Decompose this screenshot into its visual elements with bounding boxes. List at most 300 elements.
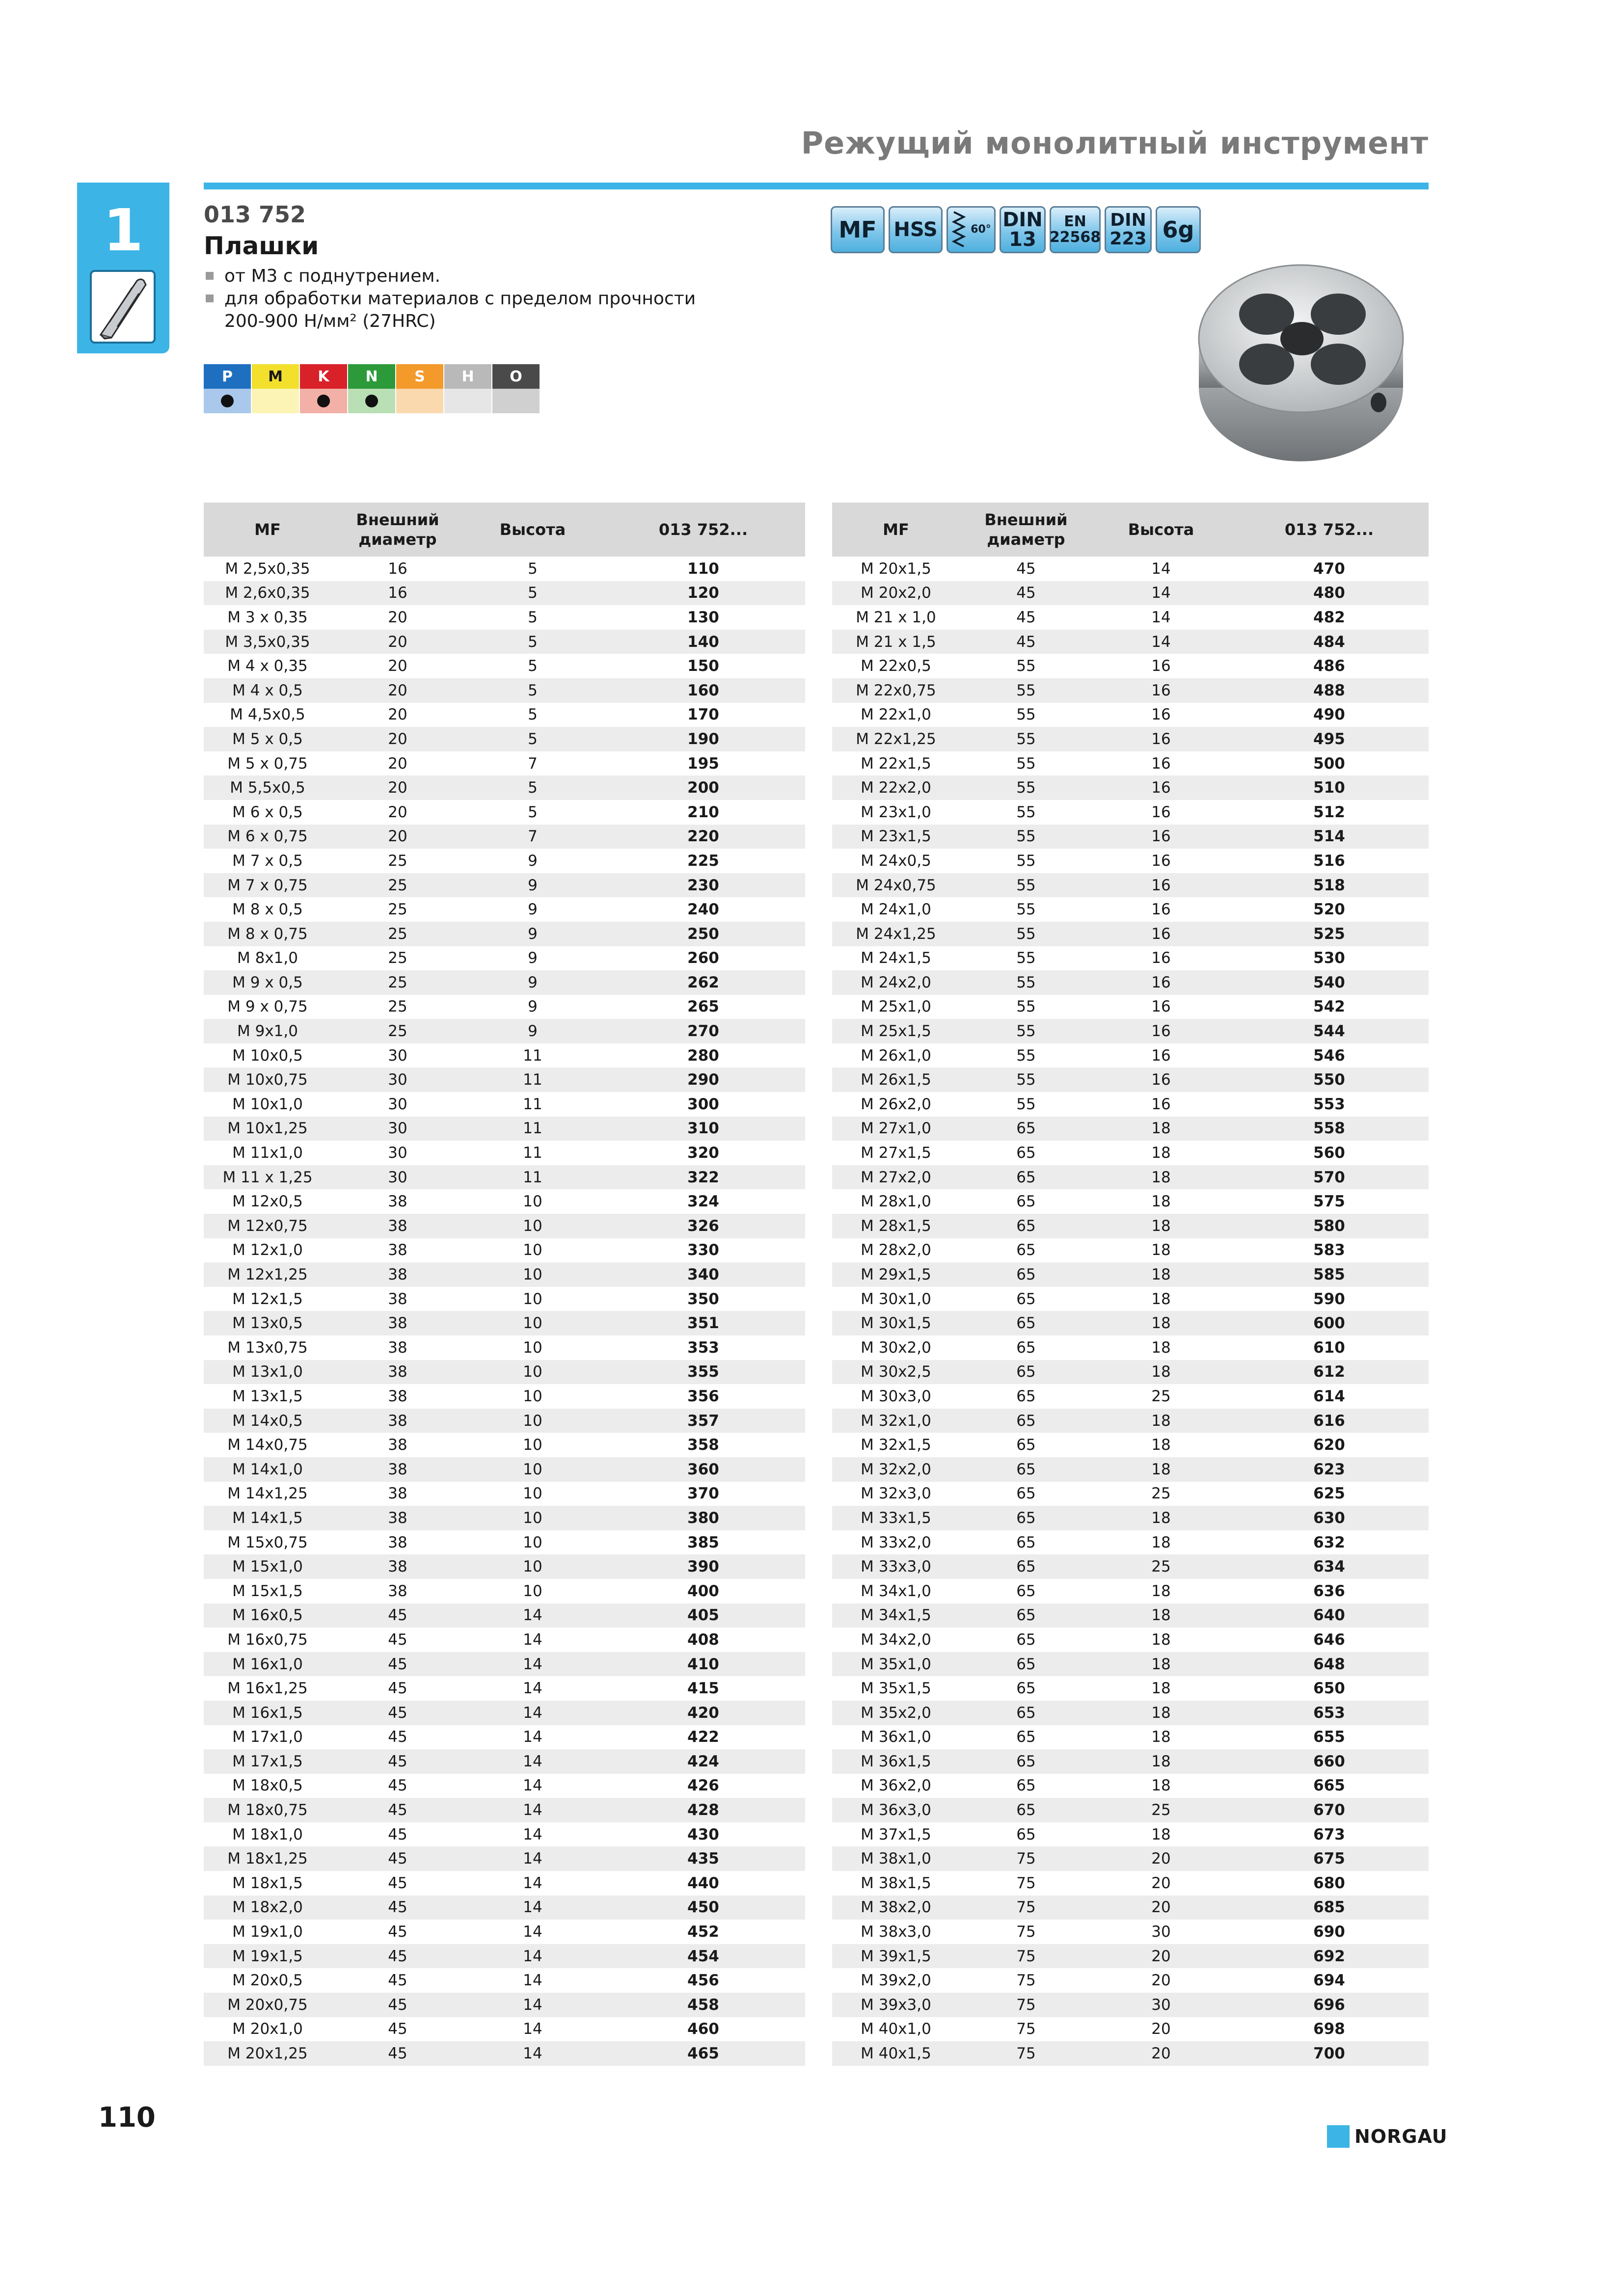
height-cell: 9 [464,970,601,995]
table-row[interactable] [832,1993,1429,2017]
article-suffix-cell: 690 [1313,1923,1345,1941]
outer-diameter-cell: 55 [960,825,1092,849]
article-suffix-cell: 685 [1230,1896,1429,1920]
thread-size-cell: M 9 x 0,5 [204,970,331,995]
outer-diameter-cell: 16 [331,581,464,606]
article-suffix-cell: 415 [687,1680,719,1698]
table-row[interactable] [832,2017,1429,2042]
thread-size-cell: M 26x1,0 [861,1046,931,1065]
applicable-dot-icon [317,395,330,407]
table-row[interactable] [204,581,805,606]
height-cell: 9 [528,949,538,967]
table-row[interactable] [204,1262,805,1287]
table-row[interactable] [832,1530,1429,1555]
height-cell: 16 [1151,754,1171,773]
table-row[interactable] [832,1214,1429,1238]
applicable-dot-icon [221,395,234,407]
height-cell: 14 [464,1652,601,1677]
article-suffix-cell: 220 [601,825,805,849]
table-row[interactable] [204,2017,805,2042]
height-cell: 18 [1151,1436,1171,1454]
thread-size-cell: M 23x1,5 [832,825,960,849]
outer-diameter-cell: 25 [388,998,407,1016]
height-cell: 14 [1151,608,1171,626]
table-row[interactable] [832,1092,1429,1117]
chapter-tab[interactable] [77,183,169,353]
height-cell: 25 [1151,1387,1171,1405]
table-row[interactable] [832,1433,1429,1457]
outer-diameter-cell: 38 [331,1554,464,1579]
article-suffix-cell: 195 [687,754,719,773]
table-row[interactable] [204,1603,805,1628]
table-row[interactable] [204,654,805,678]
outer-diameter-cell: 55 [960,678,1092,703]
thread-size-cell: M 19x1,5 [204,1944,331,1969]
height-cell: 20 [1092,1944,1230,1969]
height-cell: 10 [523,1436,542,1454]
height-cell: 5 [464,581,601,606]
article-suffix-cell: 634 [1230,1554,1429,1579]
height-cell: 10 [464,1457,601,1482]
col-header-outer-diameter[interactable]: Внешний диаметр [331,503,464,557]
col-header-height[interactable]: Высота [1092,503,1230,557]
table-row[interactable] [832,1506,1429,1530]
table-row[interactable] [204,1409,805,1433]
table-row[interactable] [832,1749,1429,1774]
thread-size-cell: M 8x1,0 [237,949,298,967]
table-row[interactable] [832,703,1429,727]
article-suffix-cell: 665 [1313,1777,1345,1795]
thread-size-cell: M 8 x 0,5 [232,901,303,919]
table-row[interactable] [832,1457,1429,1482]
table-row[interactable] [832,1482,1429,1506]
outer-diameter-cell: 45 [388,1972,407,1990]
thread-size-cell: M 4,5x0,5 [230,706,305,724]
height-cell: 11 [464,1165,601,1190]
outer-diameter-cell: 55 [960,922,1092,946]
article-suffix-cell: 500 [1313,754,1345,773]
table-row[interactable] [204,1384,805,1409]
table-row[interactable] [204,1335,805,1360]
thread-size-cell: M 20x2,0 [832,581,960,606]
table-row[interactable] [204,1068,805,1092]
table-row[interactable] [832,1287,1429,1311]
outer-diameter-cell: 45 [388,1923,407,1941]
height-cell: 25 [1092,1798,1230,1822]
thread-size-cell: M 26x2,0 [861,1095,931,1113]
height-cell: 18 [1151,1825,1171,1843]
outer-diameter-cell: 65 [1016,1680,1036,1698]
outer-diameter-cell: 55 [1016,706,1036,724]
outer-diameter-cell: 20 [388,608,407,626]
table-row[interactable] [832,1968,1429,1993]
article-suffix-cell: 320 [687,1144,719,1162]
outer-diameter-cell: 38 [388,1193,407,1211]
en22568-badge: EN 22568 [1050,206,1101,253]
height-cell: 10 [523,1193,542,1211]
outer-diameter-cell: 25 [388,852,407,870]
table-row[interactable] [832,1068,1429,1092]
material-p: P [204,364,252,389]
height-cell: 16 [1092,727,1230,751]
table-row[interactable] [204,775,805,800]
col-header-article[interactable]: 013 752... [1230,503,1429,557]
table-row[interactable] [832,1019,1429,1043]
table-row[interactable] [204,1117,805,1141]
table-row[interactable] [832,922,1429,946]
table-row[interactable] [204,703,805,727]
table-row[interactable] [832,1117,1429,1141]
table-row[interactable] [832,581,1429,606]
article-suffix-cell: 324 [687,1193,719,1211]
article-suffix-cell: 660 [1230,1749,1429,1774]
thread-size-cell: M 18x1,0 [232,1825,303,1843]
table-row[interactable] [204,1506,805,1530]
height-cell: 18 [1151,1582,1171,1600]
height-cell: 18 [1092,1749,1230,1774]
thread-size-cell: M 27x1,0 [832,1117,960,1141]
table-row[interactable] [832,1384,1429,1409]
table-row[interactable] [832,605,1429,630]
table-row[interactable] [204,800,805,825]
table-row[interactable] [204,1530,805,1555]
outer-diameter-cell: 55 [1016,803,1036,821]
table-row[interactable] [204,751,805,776]
table-row[interactable] [832,1944,1429,1969]
table-row[interactable] [832,1579,1429,1603]
table-row[interactable] [204,922,805,946]
outer-diameter-cell: 75 [960,1846,1092,1871]
table-row[interactable] [204,1092,805,1117]
table-row[interactable] [832,557,1429,581]
article-suffix-cell: 518 [1230,873,1429,898]
article-suffix-cell: 200 [601,775,805,800]
article-suffix-cell: 675 [1230,1846,1429,1871]
thread-size-cell: M 11x1,0 [232,1144,303,1162]
col-header-article[interactable]: 013 752... [601,503,805,557]
table-row[interactable] [832,1920,1429,1944]
article-suffix-cell: 544 [1230,1019,1429,1043]
article-suffix-cell: 452 [687,1923,719,1941]
height-cell: 10 [523,1582,542,1600]
table-row[interactable] [204,897,805,922]
outer-diameter-cell: 38 [331,1409,464,1433]
table-row[interactable] [832,654,1429,678]
table-row[interactable] [832,1360,1429,1385]
table-row[interactable] [204,1579,805,1603]
outer-diameter-cell: 45 [331,2041,464,2066]
article-suffix-cell: 623 [1230,1457,1429,1482]
outer-diameter-cell: 55 [960,727,1092,751]
table-row[interactable] [204,1871,805,1896]
thread-size-cell: M 20x0,75 [204,1993,331,2017]
article-suffix-cell: 210 [687,803,719,821]
table-row[interactable] [204,849,805,873]
thread-size-cell: M 32x1,5 [861,1436,931,1454]
table-row[interactable] [204,1554,805,1579]
table-row[interactable] [204,873,805,898]
outer-diameter-cell: 20 [331,727,464,751]
table-row[interactable] [204,1311,805,1335]
thread-size-cell: M 30x3,0 [861,1387,931,1405]
table-row[interactable] [832,897,1429,922]
height-cell: 5 [528,706,538,724]
table-row[interactable] [204,1944,805,1969]
article-suffix-cell: 120 [601,581,805,606]
table-row[interactable] [204,1360,805,1385]
table-row[interactable] [832,1262,1429,1287]
table-row[interactable] [832,1554,1429,1579]
table-row[interactable] [204,1993,805,2017]
outer-diameter-cell: 55 [960,873,1092,898]
article-suffix-cell: 350 [687,1290,719,1308]
height-cell: 18 [1092,1409,1230,1433]
article-suffix-cell: 590 [1313,1290,1345,1308]
outer-diameter-cell: 30 [331,1117,464,1141]
article-suffix-cell: 322 [601,1165,805,1190]
outer-diameter-cell: 45 [331,1701,464,1725]
table-row[interactable] [832,995,1429,1019]
table-row[interactable] [204,1846,805,1871]
table-row[interactable] [204,1238,805,1263]
thread-size-cell: M 34x1,0 [861,1582,931,1600]
table-row[interactable] [204,1214,805,1238]
height-cell: 9 [464,1019,601,1043]
col-header-mf[interactable]: MF [204,503,331,557]
table-row[interactable] [204,1676,805,1701]
article-suffix-cell: 290 [601,1068,805,1092]
table-row[interactable] [204,1798,805,1822]
table-row[interactable] [832,2041,1429,2066]
table-row[interactable] [832,800,1429,825]
table-row[interactable] [204,1019,805,1043]
outer-diameter-cell: 30 [388,1046,407,1065]
table-row[interactable] [204,1749,805,1774]
table-row[interactable] [204,995,805,1019]
table-row[interactable] [832,1189,1429,1214]
brand-square-icon [1327,2125,1350,2148]
table-row[interactable] [204,727,805,751]
height-cell: 5 [528,560,538,578]
outer-diameter-cell: 65 [960,1701,1092,1725]
height-cell: 18 [1151,1680,1171,1698]
height-cell: 18 [1151,1533,1171,1551]
thread-size-cell: M 12x0,5 [232,1193,303,1211]
outer-diameter-cell: 30 [331,1068,464,1092]
table-row[interactable] [832,1701,1429,1725]
table-row[interactable] [832,775,1429,800]
table-row[interactable] [204,1628,805,1652]
height-cell: 16 [1092,970,1230,995]
height-cell: 18 [1092,1117,1230,1141]
article-suffix-cell: 270 [601,1019,805,1043]
col-header-height[interactable]: Высота [464,503,601,557]
table-row[interactable] [204,1822,805,1847]
table-row[interactable] [204,1920,805,1944]
article-suffix-cell: 640 [1230,1603,1429,1628]
outer-diameter-cell: 38 [388,1485,407,1503]
thread-size-cell: M 14x1,5 [204,1506,331,1530]
table-row[interactable] [832,1871,1429,1896]
height-cell: 10 [523,1290,542,1308]
thread-size-cell: M 15x0,75 [227,1533,308,1551]
height-cell: 5 [464,775,601,800]
table-row[interactable] [832,1238,1429,1263]
thread-size-cell: M 28x1,0 [861,1193,931,1211]
thread-size-cell: M 21 x 1,0 [856,608,936,626]
thread-size-cell: M 4 x 0,35 [227,657,308,675]
table-row[interactable] [204,557,805,581]
material-groups [204,364,541,413]
table-row[interactable] [832,1725,1429,1750]
height-cell: 16 [1151,901,1171,919]
table-row[interactable] [832,1165,1429,1190]
article-suffix-cell: 424 [601,1749,805,1774]
outer-diameter-cell: 45 [960,581,1092,606]
table-row[interactable] [832,1628,1429,1652]
col-header-mf[interactable]: MF [832,503,960,557]
table-row[interactable] [832,630,1429,654]
height-cell: 14 [523,1972,542,1990]
article-suffix-cell: 616 [1230,1409,1429,1433]
thread-60-badge: 60° [947,206,996,253]
table-row[interactable] [204,946,805,971]
outer-diameter-cell: 55 [1016,1046,1036,1065]
height-cell: 11 [523,1046,542,1065]
table-row[interactable] [204,1725,805,1750]
table-row[interactable] [204,630,805,654]
outer-diameter-cell: 65 [960,1409,1092,1433]
outer-diameter-cell: 65 [1016,1387,1036,1405]
thread-size-cell: M 12x1,5 [232,1290,303,1308]
table-row[interactable] [832,1774,1429,1798]
article-suffix-cell: 351 [601,1311,805,1335]
table-row[interactable] [832,1676,1429,1701]
table-row[interactable] [204,678,805,703]
table-row[interactable] [832,1603,1429,1628]
table-row[interactable] [204,1141,805,1165]
height-cell: 18 [1092,1262,1230,1287]
thread-size-cell: M 36x2,0 [861,1777,931,1795]
article-suffix-cell: 560 [1313,1144,1345,1162]
table-row[interactable] [832,1409,1429,1433]
outer-diameter-cell: 55 [960,1068,1092,1092]
thread-size-cell: M 15x1,0 [204,1554,331,1579]
table-row[interactable] [832,751,1429,776]
outer-diameter-cell: 75 [960,2041,1092,2066]
article-suffix-cell: 648 [1230,1652,1429,1677]
article-suffix-cell: 450 [601,1896,805,1920]
article-suffix-cell: 408 [687,1630,719,1649]
table-row[interactable] [832,970,1429,995]
thread-size-cell: M 18x0,75 [204,1798,331,1822]
table-row[interactable] [832,678,1429,703]
outer-diameter-cell: 45 [331,1603,464,1628]
table-row[interactable] [832,1141,1429,1165]
table-row[interactable] [832,873,1429,898]
outer-diameter-cell: 75 [1016,2020,1036,2038]
table-row[interactable] [204,1433,805,1457]
table-row[interactable] [204,1701,805,1725]
outer-diameter-cell: 45 [960,630,1092,654]
table-row[interactable] [204,970,805,995]
outer-diameter-cell: 38 [331,1214,464,1238]
applicable-dot-icon [365,395,378,407]
height-cell: 14 [523,1923,542,1941]
height-cell: 14 [464,1701,601,1725]
table-row[interactable] [204,825,805,849]
thread-size-cell: M 18x1,5 [232,1874,303,1892]
outer-diameter-cell: 75 [960,1993,1092,2017]
thread-size-cell: M 13x1,0 [204,1360,331,1385]
height-cell: 16 [1092,922,1230,946]
table-row[interactable] [832,1335,1429,1360]
article-suffix-cell: 490 [1313,706,1345,724]
thread-size-cell: M 14x0,5 [204,1409,331,1433]
table-row[interactable] [832,825,1429,849]
table-row[interactable] [832,1798,1429,1822]
height-cell: 10 [523,1387,542,1405]
article-suffix-cell: 700 [1230,2041,1429,2066]
table-row[interactable] [204,1896,805,1920]
article-suffix-cell: 465 [601,2041,805,2066]
thread-size-cell: M 38x3,0 [861,1923,931,1941]
table-row[interactable] [832,1822,1429,1847]
thread-size-cell: M 2,5x0,35 [225,560,310,578]
height-cell: 18 [1092,1506,1230,1530]
table-row[interactable] [204,1165,805,1190]
outer-diameter-cell: 38 [388,1582,407,1600]
thread-size-cell: M 36x1,0 [861,1728,931,1746]
height-cell: 14 [523,2020,542,2038]
table-row[interactable] [832,1896,1429,1920]
table-row[interactable] [204,1189,805,1214]
height-cell: 11 [464,1068,601,1092]
table-row[interactable] [832,1652,1429,1677]
table-row[interactable] [204,1043,805,1068]
material-k-applicability [300,389,348,413]
table-row[interactable] [204,2041,805,2066]
table-row[interactable] [204,1482,805,1506]
outer-diameter-cell: 65 [960,1603,1092,1628]
table-row[interactable] [832,849,1429,873]
table-row[interactable] [204,1457,805,1482]
height-cell: 7 [464,825,601,849]
article-suffix-cell: 484 [1230,630,1429,654]
height-cell: 10 [464,1214,601,1238]
thread-size-cell: M 16x0,75 [227,1630,308,1649]
outer-diameter-cell: 20 [331,678,464,703]
table-row[interactable] [204,1774,805,1798]
outer-diameter-cell: 45 [331,1749,464,1774]
table-row[interactable] [832,1846,1429,1871]
table-row[interactable] [832,1311,1429,1335]
table-row[interactable] [832,1043,1429,1068]
table-row[interactable] [204,1287,805,1311]
product-name: Плашки [204,232,319,260]
height-cell: 11 [523,1095,542,1113]
thread-size-cell: M 11 x 1,25 [204,1165,331,1190]
table-row[interactable] [832,727,1429,751]
col-header-outer-diameter[interactable]: Внешний диаметр [960,503,1092,557]
table-row[interactable] [204,605,805,630]
thread-size-cell: M 38x1,0 [832,1846,960,1871]
table-row[interactable] [832,946,1429,971]
article-suffix-cell: 570 [1230,1165,1429,1190]
thread-size-cell: M 36x3,0 [832,1798,960,1822]
table-row[interactable] [204,1968,805,1993]
table-row[interactable] [204,1652,805,1677]
